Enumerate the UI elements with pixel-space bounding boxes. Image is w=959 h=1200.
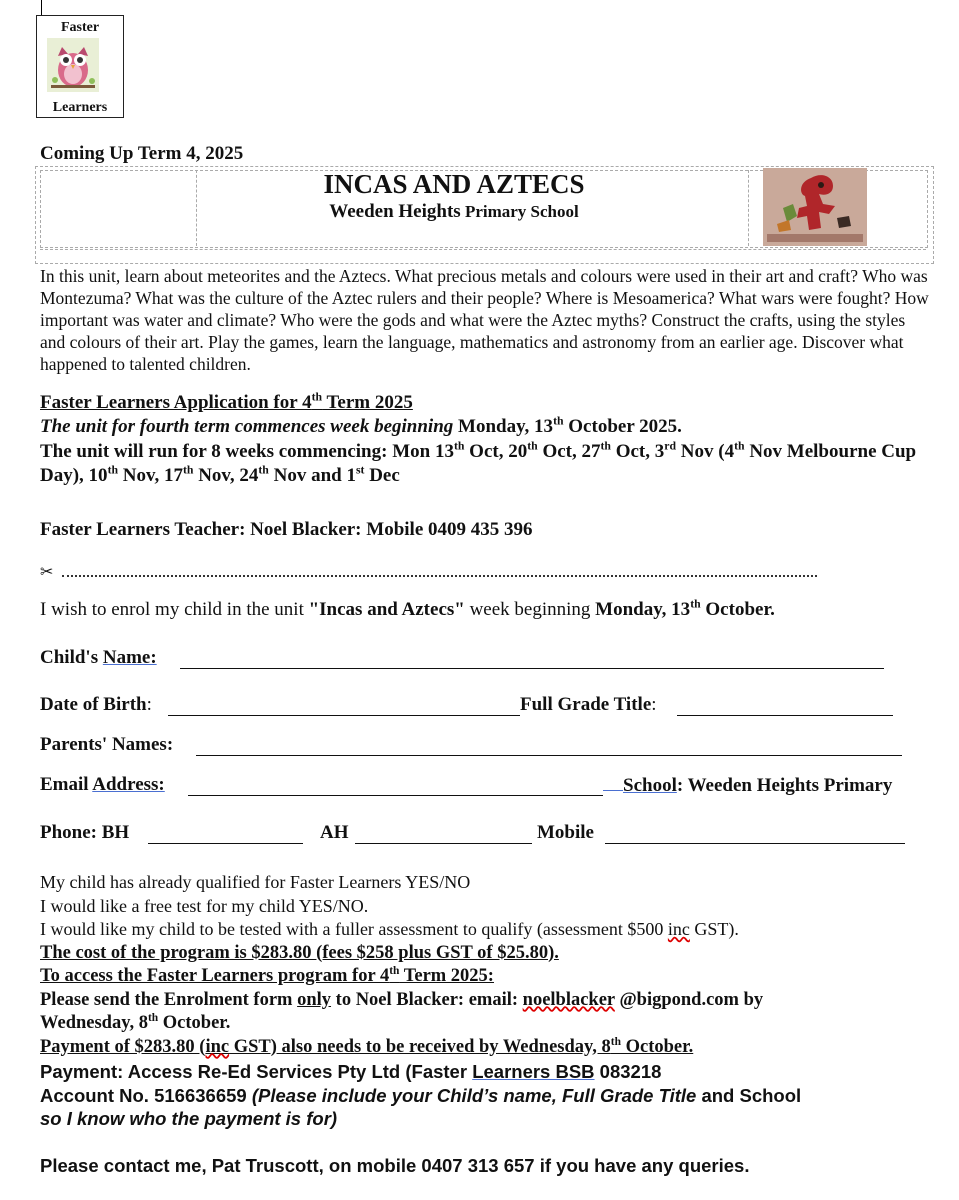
- faster-learners-logo: [36, 15, 124, 118]
- access-heading: To access the Faster Learners program for 4th Term 2025:: [40, 964, 494, 986]
- phone-ah-field[interactable]: [355, 843, 532, 844]
- program-cost: The cost of the program is $283.80 (fees $258 plus GST of $25.80).: [40, 942, 559, 963]
- email-address-field[interactable]: [188, 795, 603, 796]
- fuller-assessment-option: I would like my child to be tested with a fuller assessment to qualify (assessment $500 inc GST).: [40, 919, 739, 939]
- already-qualified-option: My child has already qualified for Faster Learners YES/NO: [40, 872, 471, 892]
- page-corner-mark: [41, 0, 42, 15]
- scissors-icon: ✂: [40, 562, 54, 581]
- commencement-date: The unit for fourth term commences week beginning Monday, 13th October 2025.: [40, 414, 682, 437]
- mobile-label: Mobile: [537, 822, 594, 843]
- child-name-field[interactable]: [180, 668, 884, 669]
- date-of-birth-field[interactable]: [168, 715, 520, 716]
- enrolment-options: [40, 871, 940, 1059]
- payment-deadline: Payment of $283.80 (inc GST) also needs to be received by Wednesday, 8th October.: [40, 1035, 694, 1057]
- banner-separator: [40, 249, 926, 250]
- aztec-artwork-image: [763, 168, 867, 246]
- payment-note: so I know who the payment is for): [40, 1108, 338, 1129]
- coming-up-heading: Coming Up Term 4, 2025: [40, 143, 244, 164]
- mobile-field[interactable]: [605, 843, 905, 844]
- payment-details: [40, 1060, 940, 1131]
- application-heading: Faster Learners Application for 4th Term 2025: [40, 390, 413, 413]
- child-name-label: Child's Name:: [40, 647, 157, 668]
- unit-banner: [35, 166, 934, 264]
- logo-bottom-text: Learners: [52, 100, 108, 115]
- unit-title: INCAS AND AZTECS: [323, 169, 585, 199]
- full-grade-title-field[interactable]: [677, 715, 893, 716]
- parents-names-field[interactable]: [196, 755, 902, 756]
- free-test-option: I would like a free test for my child YES/NO.: [40, 895, 369, 916]
- parents-names-label: Parents' Names:: [40, 734, 174, 755]
- full-grade-title-label: Full Grade Title:: [520, 694, 657, 715]
- enrolment-statement: I wish to enrol my child in the unit "Incas and Aztecs" week beginning Monday, 13th October.: [40, 597, 775, 620]
- logo-top-text: Faster: [60, 20, 100, 35]
- banner-divider: [748, 170, 749, 246]
- unit-schedule: The unit will run for 8 weeks commencing: Mon 13th Oct, 20th Oct, 27th Oct, 3rd Nov (4th Nov Melbourne Cup Day), 10th Nov, 17th Nov, 24th Nov and 1st Dec: [40, 439, 917, 486]
- account-line: Account No. 516636659 (Please include your Child’s name, Full Grade Title and School: [40, 1084, 802, 1106]
- contact-line: Please contact me, Pat Truscott, on mobile 0407 313 657 if you have any queries.: [40, 1155, 750, 1176]
- send-enrolment-instruction: Please send the Enrolment form only to Noel Blacker: email: noelblacker @bigpond.com by: [40, 989, 764, 1010]
- send-deadline: Wednesday, 8th October.: [40, 1011, 231, 1033]
- banner-divider: [196, 170, 197, 246]
- dotted-cut-line: [62, 575, 817, 577]
- owl-icon: [47, 38, 99, 92]
- phone-bh-label: Phone: BH: [40, 822, 130, 843]
- phone-bh-field[interactable]: [148, 843, 303, 844]
- date-of-birth-label: Date of Birth:: [40, 694, 152, 715]
- school-label: School: Weeden Heights Primary: [603, 774, 892, 797]
- cut-here-line: [40, 562, 820, 582]
- unit-description: In this unit, learn about meteorites and the Aztecs. What precious metals and colours were used in their art and craft? Who was Montezuma? What was the culture of the Aztec rulers and their people? Where is Mesoamerica? What wars were fought? How important was water and climate? Who were the gods and what were the Aztec myths? Construct the crafts, using the styles and colours of their art. Play the games, learn the language, mathematics and astronomy from an earlier age. Discover what happened to talented children.: [40, 266, 929, 374]
- school-name: Weeden Heights Primary School: [329, 201, 579, 222]
- teacher-contact: Faster Learners Teacher: Noel Blacker: Mobile 0409 435 396: [40, 519, 533, 540]
- payment-line: Payment: Access Re-Ed Services Pty Ltd (Faster Learners BSB 083218: [40, 1061, 662, 1082]
- email-address-label: Email Address:: [40, 774, 165, 795]
- phone-ah-label: AH: [320, 822, 349, 843]
